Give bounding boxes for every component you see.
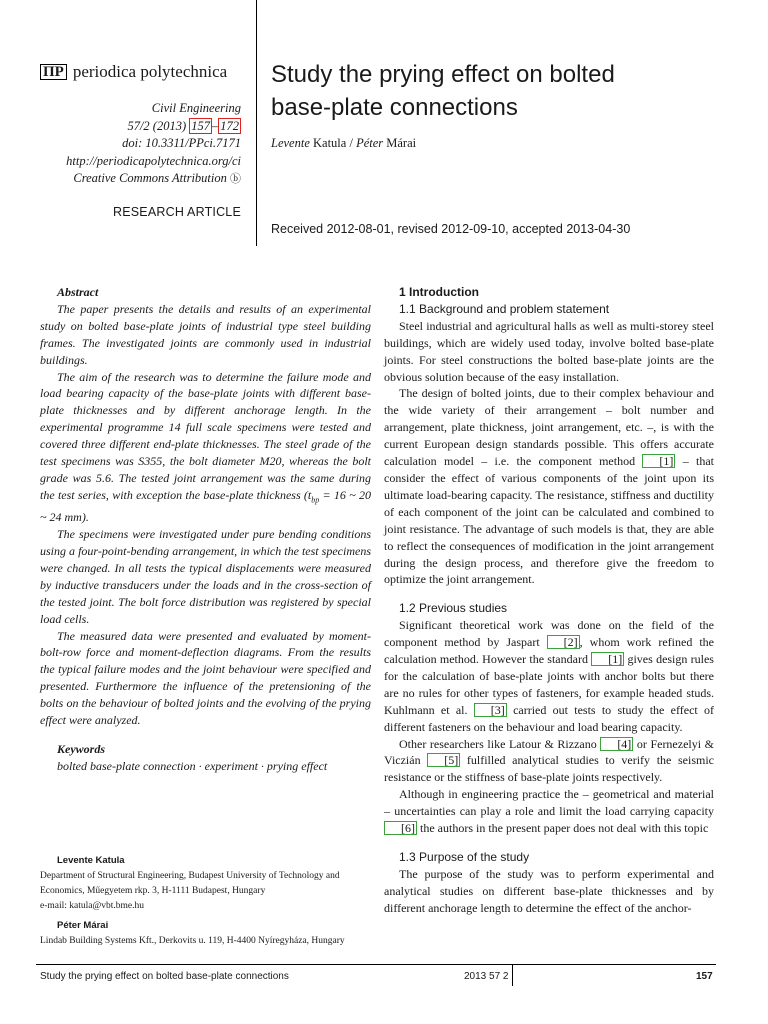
abstract-paragraph: The aim of the research was to determine the failure mode and load bearing capacity of the base-plate joints with different base-plate thicknesses and by different anchorage length. In the experimental programme 14 full scale specimens were tested and covered three different end-plate thicknesses. The steel grade of the test specimens was S355, the bolt diameter M20, whereas the bolt grade was 5.6. The tested joint arrangement was the same during the test series, with exception the base-plate thickness ($t_{bp} = 16$ ~ 20 ~ 24 mm). [40, 369, 371, 525]
body-paragraph: Other researchers like Latour & Rizzano [4] or Fernezelyi & Viczián [5] fulfilled analytical studies to verify the seismic resistance or the stiffness of base-plate joints respectively. [384, 736, 714, 785]
journal-logo [40, 62, 227, 82]
subsection-heading: 1.2 Previous studies [399, 601, 508, 616]
page-start-link[interactable]: 157 [191, 118, 210, 133]
doi: doi: 10.3311/PPci.7171 [122, 136, 241, 150]
body-paragraph: Although in engineering practice the – geometrical and material – uncertainties can play a role and limit the load carrying capacity [6] the authors in the present paper does not deal with this topic [384, 787, 714, 836]
footer-title: Study the prying effect on bolted base-plate connections [40, 971, 289, 982]
keywords-heading: Keywords [57, 742, 105, 756]
article-meta [1, 100, 241, 189]
section-heading: 1 Introduction [399, 285, 479, 299]
volume-pages: 57/2 (2013) 157 – 172 [127, 118, 239, 133]
footer-divider [512, 964, 513, 986]
abstract [40, 284, 371, 729]
body-paragraph: The purpose of the study was to perform experimental and analytical studies on different base-plate thicknesses and by different anchorage length to determine the effect of the anchor- [384, 866, 714, 915]
citation-link[interactable]: [2] [547, 635, 580, 649]
affiliation-1: Levente Katula [57, 855, 125, 866]
journal-name: periodica polytechnica [72, 62, 228, 81]
abstract-paragraph: The measured data were presented and evaluated by moment-bolt-row force and moment-deflection diagrams. From the results the typical failure modes and the joint behaviour were specified and presented. Furthermore the influence of the pretensioning of the bolts on the behaviour of bolted joints and the evolving of the prying effect were analyzed. [40, 628, 371, 728]
journal-section: Civil Engineering [151, 101, 241, 115]
page-number: 157 [696, 971, 713, 982]
header-divider [256, 0, 257, 246]
keywords-text: bolted base-plate connection · experiment · prying effect [57, 759, 328, 773]
citation-link[interactable]: [5] [427, 753, 460, 767]
body-paragraph: Steel industrial and agricultural halls as well as multi-storey steel buildings, which are widely used today, involve bolted base-plate joints. For steel constructions the bolted base-plate joints are the obvious solution because of the easy installation. [384, 318, 714, 384]
affiliation-2-address: Lindab Building Systems Kft., Derkovits u. 119, H-4400 Nyíregyháza, Hungary [40, 936, 345, 946]
received-dates: Received 2012-08-01, revised 2012-09-10, accepted 2013-04-30 [271, 222, 631, 236]
footer-rule [36, 964, 716, 965]
body-text [384, 284, 714, 917]
abstract-heading: Abstract [57, 285, 99, 299]
article-type: RESEARCH ARTICLE [112, 205, 241, 219]
citation-link[interactable]: [6] [384, 821, 417, 835]
subsection-heading: 1.1 Background and problem statement [399, 301, 610, 316]
body-paragraph: Significant theoretical work was done on the field of the component method by Jaspart [2] , whom work refined the calculation method. However the standard [1] gives design rules for the calculation of base-plate joints with anchor bolts but there are no rules for other types of fasteners, for example headed studs. Kuhlmann et al. [3] carried out tests to study the effect of different fasteners on the behaviour and load bearing capacity. [384, 618, 714, 734]
abstract-paragraph: The specimens were investigated under pure bending conditions using a four-point-bending arrangement, in which the test specimens were changed. In all tests the typical displacements were measured by inductive transducers under the loads and in the cross-section of the tested joint. The bolt force distribution was registered by special load cells. [40, 527, 371, 626]
authors: Levente Katula / Péter Márai [271, 136, 417, 150]
body-paragraph: The design of bolted joints, due to their complex behaviour and the wide variety of their arrangement – bolt number and arrangement, plate thickness, joint arrangement, etc. –, is with the current European design standards possible. This offers accurate calculation model – i.e. the component method [1] – that consider the effect of various components of the joint upon its ultimate load-bearing capacity. The resistance, stiffness and ductility of each component of the joint can be calculated and combined to joint resistance. The advantage of such models is that, they are able to reflect the consequences of modification in the joint arrangement during the design process, and therefore give the freedom to optimize the joint arrangement. [384, 386, 714, 587]
cc-by-icon: ⓑ [230, 173, 241, 185]
citation-link[interactable]: [4] [600, 737, 633, 751]
license: Creative Commons Attribution ⓑ [73, 171, 241, 185]
page-end-link[interactable]: 172 [220, 118, 239, 133]
affiliation-2: Péter Márai [57, 920, 109, 931]
journal-url: http://periodicapolytechnica.org/ci [66, 153, 241, 168]
journal-logo-mark: ΠP [40, 64, 67, 80]
citation-link[interactable]: [1] [642, 454, 675, 468]
abstract-paragraph: The paper presents the details and results of an experimental study on bolted base-plate joints of industrial type steel building frames. The investigated joints are commonly used in industrial buildings. [40, 301, 371, 367]
citation-link[interactable]: [1] [591, 652, 624, 666]
subsection-heading: 1.3 Purpose of the study [399, 850, 530, 864]
citation-link[interactable]: [3] [474, 703, 507, 717]
article-title: Study the prying effect on bolted base-plate connections [271, 61, 615, 121]
affiliation-1-address: Department of Structural Engineering, Budapest University of Technology and Economics, Műegyetem rkp. 3, H-1111 Budapest, Hungary e-mail: katula@vbt.bme.hu [40, 871, 340, 911]
footer-volume: 2013 57 2 [464, 971, 509, 982]
